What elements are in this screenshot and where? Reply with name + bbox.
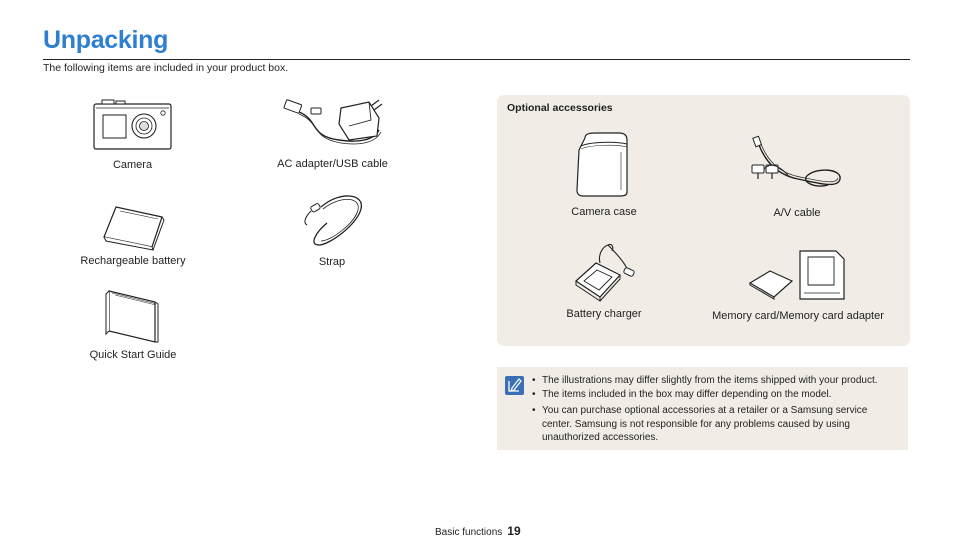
footer-section: Basic functions [435, 527, 503, 538]
optional-item-camera-case [557, 132, 651, 218]
page-title: Unpacking [43, 26, 169, 54]
item-ac-adapter [265, 96, 400, 170]
intro-text: The following items are included in your product box. [43, 62, 289, 74]
page-number: 19 [507, 524, 521, 538]
note-list [529, 374, 899, 445]
optional-item-battery-charger-label: Battery charger [566, 308, 642, 320]
optional-item-memory-card-label: Memory card/Memory card adapter [712, 310, 884, 322]
title-divider [43, 59, 910, 60]
optional-item-av-cable [740, 135, 854, 219]
item-strap [282, 193, 382, 268]
optional-item-memory-card [708, 247, 888, 322]
item-battery-label: Rechargeable battery [80, 255, 186, 267]
optional-item-av-cable-label: A/V cable [773, 207, 821, 219]
optional-accessories-title: Optional accessories [507, 102, 613, 114]
note-item: • The illustrations may differ slightly from the items shipped with your product. [529, 374, 899, 388]
item-battery [76, 203, 190, 267]
av-cable-icon [748, 135, 846, 199]
page-footer [435, 524, 521, 538]
note-box [497, 367, 908, 450]
item-strap-label: Strap [318, 256, 346, 268]
guide-icon [103, 288, 163, 344]
battery-icon [96, 203, 170, 251]
item-camera-label: Camera [112, 159, 153, 171]
item-camera [80, 98, 185, 171]
note-icon [505, 376, 524, 395]
note-item: • The items included in the box may differ depending on the model. [529, 388, 899, 402]
memory-card-icon [744, 247, 852, 303]
camera-icon [92, 98, 174, 152]
strap-icon [299, 193, 365, 251]
item-quick-start-guide-label: Quick Start Guide [89, 349, 177, 361]
ac-adapter-icon [279, 96, 387, 152]
optional-item-battery-charger [557, 241, 651, 320]
battery-charger-icon [572, 241, 636, 303]
optional-item-camera-case-label: Camera case [571, 206, 637, 218]
camera-case-icon [575, 132, 633, 198]
note-item: • You can purchase optional accessories at a retailer or a Samsung service center. Samsung is not responsible for any problems caused by using unauthorized accessories. [529, 404, 899, 445]
item-ac-adapter-label: AC adapter/USB cable [277, 158, 388, 170]
optional-accessories-panel [497, 95, 910, 346]
item-quick-start-guide [82, 288, 184, 361]
